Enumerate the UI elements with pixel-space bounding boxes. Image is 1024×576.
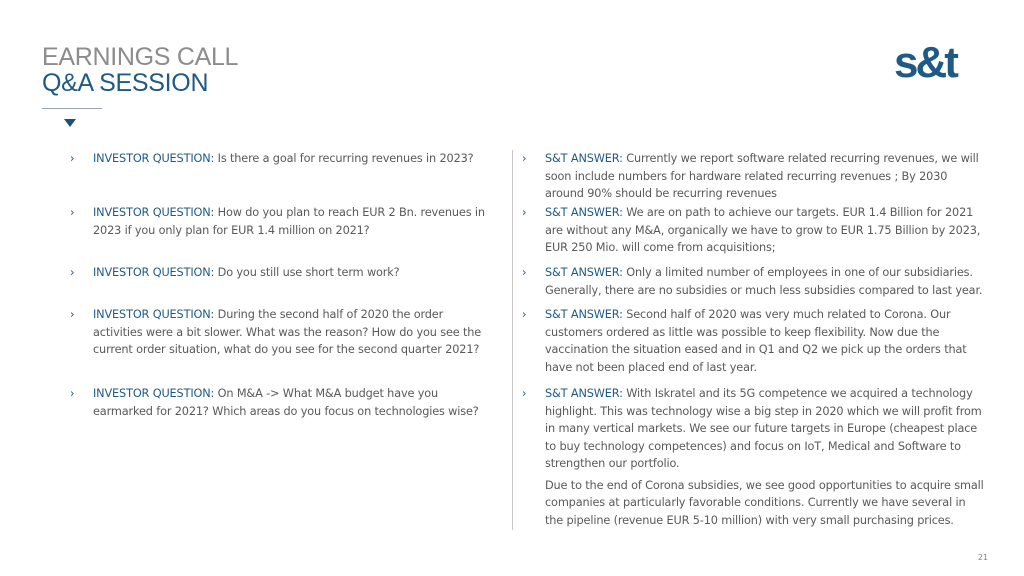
question-text: Is there a goal for recurring revenues in 2023? xyxy=(214,152,474,165)
investor-question-2 xyxy=(70,204,490,239)
page-number: 21 xyxy=(977,553,988,562)
question-label: INVESTOR QUESTION: xyxy=(93,206,215,219)
question-text: On M&A -> What M&A budget have you earmarked for 2021? Which areas do you focus on technologies wise? xyxy=(93,387,479,418)
answer-text: Second half of 2020 was very much related to Corona. Our customers ordered as little was possible to keep flexibility. Now due the vaccination the situation eased and in Q1 and Q2 we pick up the orders that have not been placed end of last year. xyxy=(545,308,967,374)
investor-question-1 xyxy=(70,150,490,168)
column-divider xyxy=(512,150,513,530)
answer-text: We are on path to achieve our targets. EUR 1.4 Billion for 2021 are without any M&A, organically we have to grow to EUR 1.75 Billion by 2023, EUR 250 Mio. will come from acquisitions; xyxy=(545,206,981,254)
bullet-chevron-icon: › xyxy=(522,308,527,321)
answer-label: S&T ANSWER: xyxy=(545,266,623,279)
answer-text: With Iskratel and its 5G competence we acquired a technology highlight. This was technology wise a big step in 2020 which we will profit from in many vertical markets. We see our future targets in Europe (cheapest place to buy technology competences) and focus on IoT, Medical and Software to strengthen our portfolio. xyxy=(545,387,982,470)
st-answer-4 xyxy=(522,306,987,376)
st-logo: s&t xyxy=(894,38,956,87)
question-label: INVESTOR QUESTION: xyxy=(93,387,215,400)
st-answer-2 xyxy=(522,204,987,257)
investor-question-5 xyxy=(70,385,490,420)
answer-label: S&T ANSWER: xyxy=(545,152,623,165)
bullet-chevron-icon: › xyxy=(70,308,75,321)
bullet-chevron-icon: › xyxy=(522,206,527,219)
st-answer-3 xyxy=(522,264,987,299)
bullet-chevron-icon: › xyxy=(70,206,75,219)
bullet-chevron-icon: › xyxy=(70,387,75,400)
answer-label: S&T ANSWER: xyxy=(545,308,623,321)
question-label: INVESTOR QUESTION: xyxy=(93,308,215,321)
bullet-chevron-icon: › xyxy=(522,152,527,165)
slide-title-line1: EARNINGS CALL xyxy=(42,43,239,71)
question-text: How do you plan to reach EUR 2 Bn. revenues in 2023 if you only plan for EUR 1.4 million on 2021? xyxy=(93,206,485,237)
question-text: During the second half of 2020 the order activities were a bit slower. What was the reason? How do you see the current order situation, what do you see for the second quarter 2021? xyxy=(93,308,482,356)
answer-label: S&T ANSWER: xyxy=(545,206,623,219)
answer-text: Only a limited number of employees in one of our subsidiaries. Generally, there are no subsidies or much less subsidies compared to last year. xyxy=(545,266,983,297)
answer-continuation: Due to the end of Corona subsidies, we see good opportunities to acquire small companies at particularly favorable conditions. Currently we have several in the pipeline (revenue EUR 5-10 million) with very small purchasing prices. xyxy=(545,478,984,527)
investor-question-4 xyxy=(70,306,490,359)
bullet-chevron-icon: › xyxy=(522,387,527,400)
triangle-down-icon xyxy=(64,119,76,127)
bullet-chevron-icon: › xyxy=(70,266,75,279)
question-label: INVESTOR QUESTION: xyxy=(93,152,215,165)
bullet-chevron-icon: › xyxy=(522,266,527,279)
st-answer-5 xyxy=(522,385,987,529)
answer-label: S&T ANSWER: xyxy=(545,387,623,400)
question-text: Do you still use short term work? xyxy=(214,266,400,279)
answer-text: Currently we report software related recurring revenues, we will soon include numbers for hardware related recurring revenues ; By 2030 around 90% should be recurring revenues xyxy=(545,152,979,200)
title-underline xyxy=(42,108,102,109)
question-label: INVESTOR QUESTION: xyxy=(93,266,215,279)
slide-title-line2: Q&A SESSION xyxy=(42,69,209,97)
slide-title xyxy=(42,44,238,96)
st-answer-1 xyxy=(522,150,987,203)
bullet-chevron-icon: › xyxy=(70,152,75,165)
investor-question-3 xyxy=(70,264,490,282)
